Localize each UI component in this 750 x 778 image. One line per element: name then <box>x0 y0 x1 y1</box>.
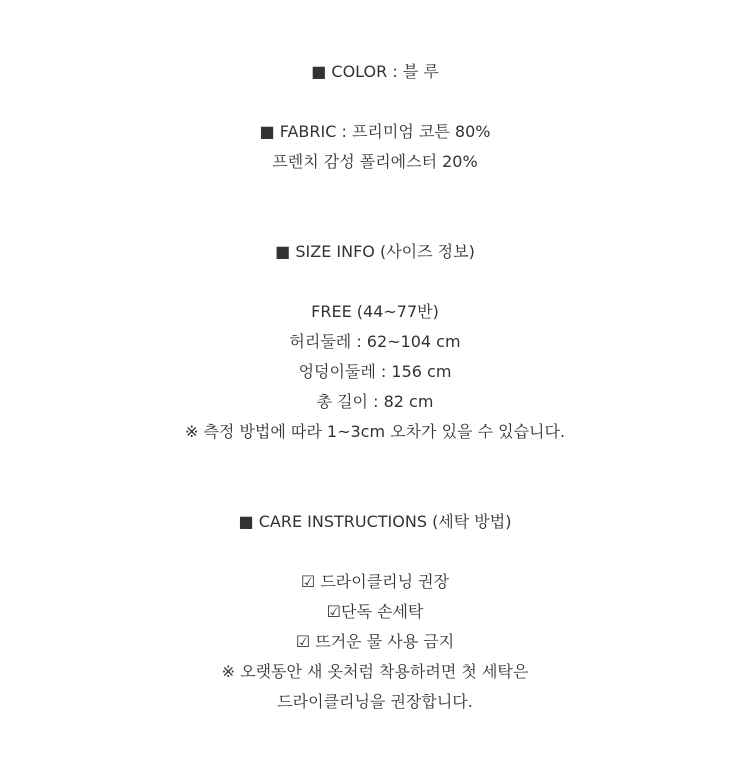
color-info: ■ COLOR : 블 루 <box>311 62 439 81</box>
care-note-continued: 드라이클리닝을 권장합니다. <box>277 692 473 711</box>
fabric-info-detail: 프렌치 감성 폴리에스터 20% <box>272 152 478 171</box>
care-note: ※ 오랫동안 새 옷처럼 착용하려면 첫 세탁은 <box>221 662 529 681</box>
care-heading: ■ CARE INSTRUCTIONS (세탁 방법) <box>238 512 512 531</box>
size-note: ※ 측정 방법에 따라 1~3cm 오차가 있을 수 있습니다. <box>184 422 566 441</box>
size-hip: 엉덩이둘레 : 156 cm <box>298 362 452 381</box>
care-item-dryclean: ☑ 드라이클리닝 권장 <box>300 572 450 591</box>
size-info-heading: ■ SIZE INFO (사이즈 정보) <box>275 242 475 261</box>
size-waist: 허리둘레 : 62~104 cm <box>289 332 461 351</box>
size-length: 총 길이 : 82 cm <box>316 392 434 411</box>
care-item-no-hot-water: ☑ 뜨거운 물 사용 금지 <box>295 632 455 651</box>
care-item-handwash: ☑단독 손세탁 <box>326 602 424 621</box>
size-free: FREE (44~77반) <box>311 302 439 321</box>
fabric-info: ■ FABRIC : 프리미엄 코튼 80% <box>259 122 491 141</box>
